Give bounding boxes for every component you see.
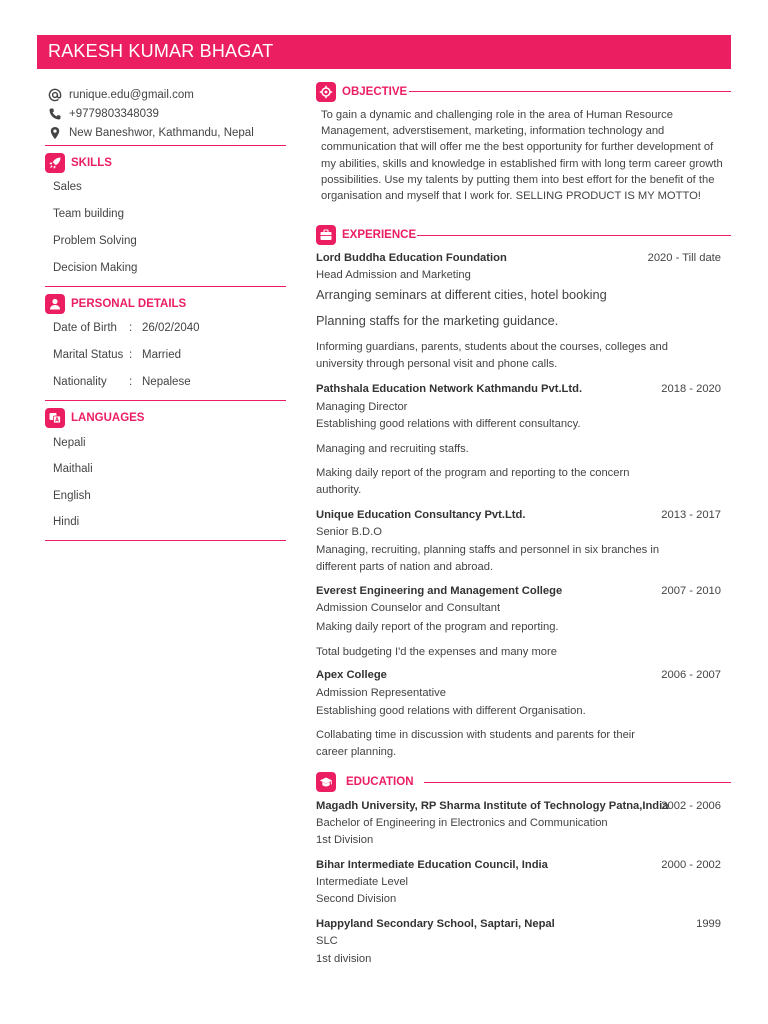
education-result: 1st Division <box>316 834 374 846</box>
job-duty: Managing, recruiting, planning staffs and personnel in six branches in different parts of nation and abroad. <box>316 544 660 573</box>
job-period: 2007 - 2010 <box>661 585 721 597</box>
graduation-cap-icon <box>316 772 336 792</box>
job-duty: Informing guardians, parents, students about the courses, colleges and university through personal visit and phone calls. <box>316 341 669 370</box>
candidate-name: RAKESH KUMAR BHAGAT <box>48 41 274 61</box>
experience-title: EXPERIENCE <box>342 229 417 241</box>
dob-value: 26/02/2040 <box>142 322 200 334</box>
job-duty: Arranging seminars at different cities, hotel booking <box>316 287 607 302</box>
address-text: New Baneshwor, Kathmandu, Nepal <box>69 127 254 139</box>
job-role: Head Admission and Marketing <box>316 269 471 281</box>
education-period: 1999 <box>696 918 721 930</box>
nationality-separator: : <box>129 376 133 388</box>
job-period: 2018 - 2020 <box>661 383 721 395</box>
job-role: Managing Director <box>316 401 408 413</box>
education-school: Happyland Secondary School, Saptari, Nepal <box>316 918 555 930</box>
objective-title: OBJECTIVE <box>342 86 408 98</box>
job-organization: Lord Buddha Education Foundation <box>316 252 507 264</box>
education-degree: Bachelor of Engineering in Electronics and Communication <box>316 817 608 829</box>
education-rule <box>424 782 731 783</box>
skills-divider <box>45 286 286 287</box>
contact-divider <box>45 145 286 146</box>
education-school: Bihar Intermediate Education Council, India <box>316 859 548 871</box>
marital-status-label: Marital Status <box>53 349 124 361</box>
job-duty: Making daily report of the program and reporting. <box>316 621 559 633</box>
education-title: EDUCATION <box>346 776 414 788</box>
marital-status-separator: : <box>129 349 133 361</box>
briefcase-icon <box>316 225 336 245</box>
name-banner <box>37 35 731 69</box>
skill-item: Sales <box>53 181 82 193</box>
job-period: 2020 - Till date <box>647 252 721 264</box>
job-organization: Unique Education Consultancy Pvt.Ltd. <box>316 509 526 521</box>
marital-status-value: Married <box>142 349 181 361</box>
nationality-label: Nationality <box>53 376 107 388</box>
job-role: Admission Representative <box>316 687 446 699</box>
languages-title: LANGUAGES <box>71 412 145 424</box>
education-degree: Intermediate Level <box>316 876 409 888</box>
nationality-value: Nepalese <box>142 376 191 388</box>
skill-item: Team building <box>53 208 124 220</box>
phone-text: +9779803348039 <box>69 108 159 120</box>
at-icon <box>48 88 62 102</box>
personal-details-title: PERSONAL DETAILS <box>71 298 187 310</box>
dob-separator: : <box>129 322 133 334</box>
languages-divider <box>45 540 286 541</box>
language-item: Maithali <box>53 463 93 475</box>
education-period: 2000 - 2002 <box>661 859 721 871</box>
job-duty: Establishing good relations with different Organisation. <box>316 705 586 717</box>
education-degree: SLC <box>316 935 338 947</box>
job-duty: Total budgeting I'd the expenses and many more <box>316 646 557 658</box>
experience-rule <box>417 235 731 236</box>
translate-icon <box>45 408 65 428</box>
job-duty: Managing and recruiting staffs. <box>316 443 469 455</box>
skills-title: SKILLS <box>71 157 112 169</box>
job-role: Senior B.D.O <box>316 526 382 538</box>
language-item: Hindi <box>53 516 80 528</box>
education-period: 2002 - 2006 <box>661 800 721 812</box>
objective-rule <box>409 91 731 92</box>
education-result: Second Division <box>316 893 397 905</box>
job-organization: Apex College <box>316 669 387 681</box>
job-period: 2013 - 2017 <box>661 509 721 521</box>
email-text: runique.edu@gmail.com <box>69 89 194 101</box>
job-duty: Collabating time in discussion with students and parents for their career planning. <box>316 729 636 758</box>
person-icon <box>45 294 65 314</box>
job-organization: Everest Engineering and Management College <box>316 585 563 597</box>
job-role: Admission Counselor and Consultant <box>316 602 501 614</box>
job-duty: Planning staffs for the marketing guidance. <box>316 313 559 328</box>
job-organization: Pathshala Education Network Kathmandu Pvt.Ltd. <box>316 383 583 395</box>
objective-text: To gain a dynamic and challenging role in the area of Human Resource Management, adverstisement, marketing, information technology and communication that will offer me the best opportunity for further development of my abilities, skills and knowledge in established firm with long term career growth possibilities. Use my talents by putting them into best effort for the benefit of the organisation and myself that I work for. SELLING PRODUCT IS MY MOTTO! <box>321 109 723 203</box>
education-result: 1st division <box>316 953 372 965</box>
phone-icon <box>48 107 62 121</box>
education-school: Magadh University, RP Sharma Institute of Technology Patna,India <box>316 800 669 812</box>
language-item: English <box>53 490 91 502</box>
skill-item: Problem Solving <box>53 235 137 247</box>
personal-details-divider <box>45 400 286 401</box>
job-duty: Making daily report of the program and reporting to the concern authority. <box>316 467 630 496</box>
dob-label: Date of Birth <box>53 322 117 334</box>
target-icon <box>316 82 336 102</box>
skill-item: Decision Making <box>53 262 138 274</box>
language-item: Nepali <box>53 437 86 449</box>
rocket-icon <box>45 153 65 173</box>
job-period: 2006 - 2007 <box>661 669 721 681</box>
location-pin-icon <box>48 126 62 140</box>
job-duty: Establishing good relations with different consultancy. <box>316 418 581 430</box>
